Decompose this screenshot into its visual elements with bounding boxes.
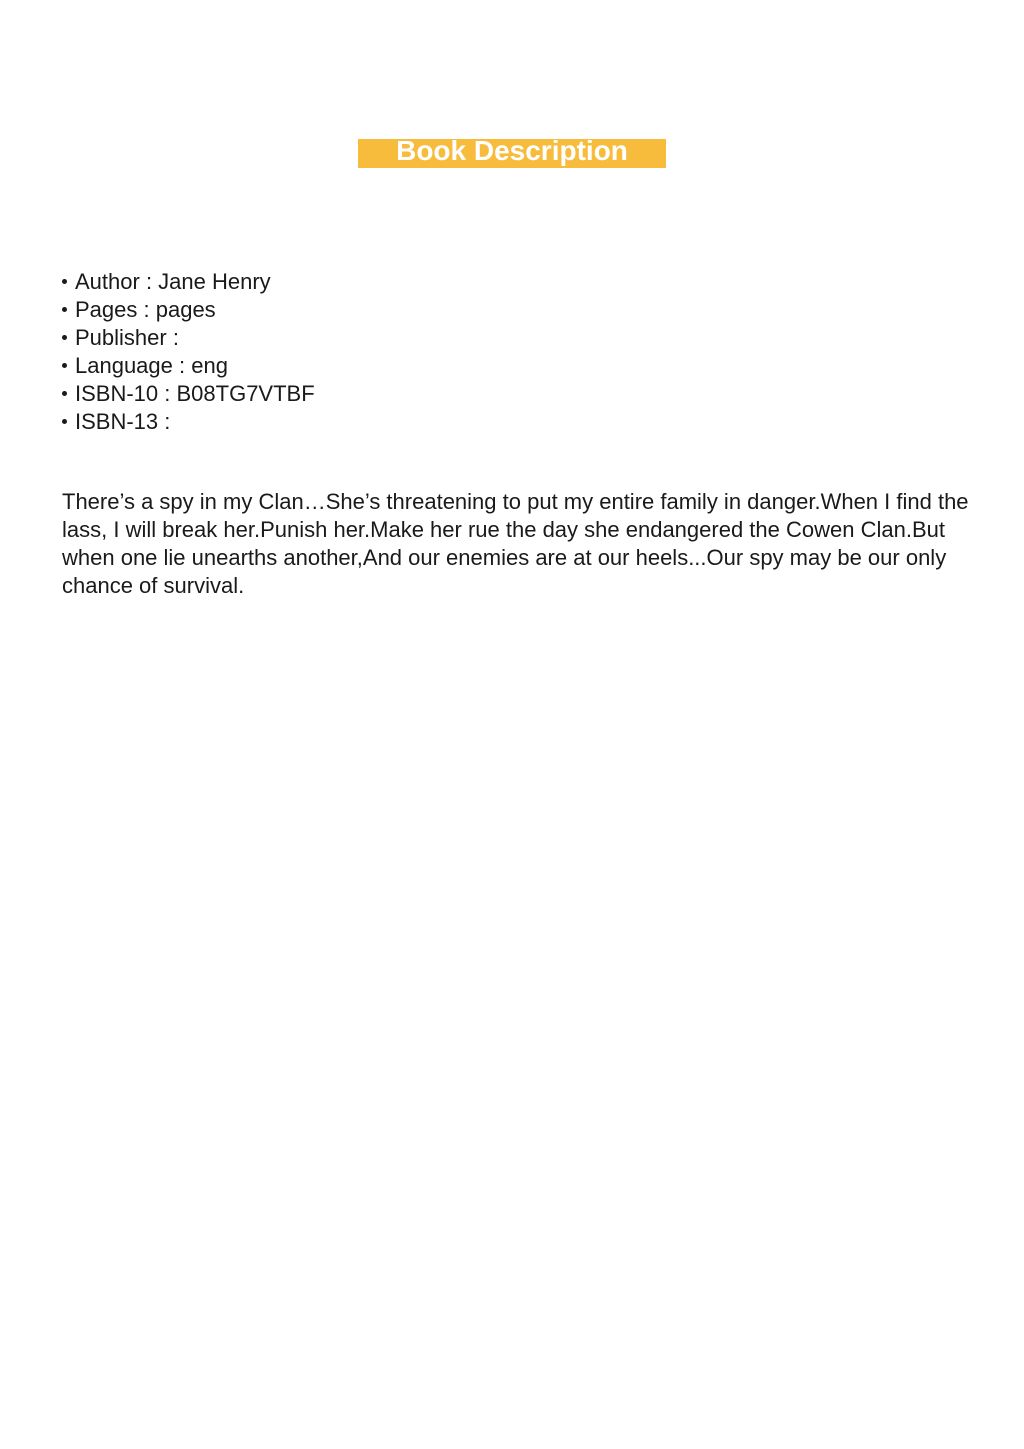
book-description-text: There’s a spy in my Clan…She’s threatening to put my entire family in danger.When I find the lass, I will break her.Punish her.Make her rue the day she endangered the Cowen Clan.But when one lie unearths another,And our enemies are at our heels...Our spy may be our only chance of survival. <box>62 489 969 598</box>
metadata-label: Author <box>75 269 140 294</box>
title-banner <box>358 135 666 168</box>
metadata-item-language: Language : eng <box>62 352 315 380</box>
metadata-value: eng <box>191 353 228 378</box>
metadata-item-pages: Pages : pages <box>62 296 315 324</box>
metadata-label: ISBN-13 <box>75 409 159 434</box>
bullet-icon <box>62 279 67 284</box>
metadata-label: Pages <box>75 297 138 322</box>
metadata-value: pages <box>155 297 216 322</box>
metadata-item-isbn13: ISBN-13 : <box>62 408 315 436</box>
metadata-item-publisher: Publisher : <box>62 324 315 352</box>
metadata-label: ISBN-10 <box>75 381 159 406</box>
book-metadata-list <box>62 268 315 436</box>
metadata-value: B08TG7VTBF <box>176 381 315 406</box>
bullet-icon <box>62 307 67 312</box>
metadata-value: Jane Henry <box>158 269 271 294</box>
page-title: Book Description <box>396 135 628 166</box>
metadata-label: Language <box>75 353 173 378</box>
metadata-item-isbn10: ISBN-10 : B08TG7VTBF <box>62 380 315 408</box>
bullet-icon <box>62 391 67 396</box>
metadata-label: Publisher <box>75 325 167 350</box>
bullet-icon <box>62 419 67 424</box>
bullet-icon <box>62 335 67 340</box>
metadata-item-author: Author : Jane Henry <box>62 268 315 296</box>
bullet-icon <box>62 363 67 368</box>
